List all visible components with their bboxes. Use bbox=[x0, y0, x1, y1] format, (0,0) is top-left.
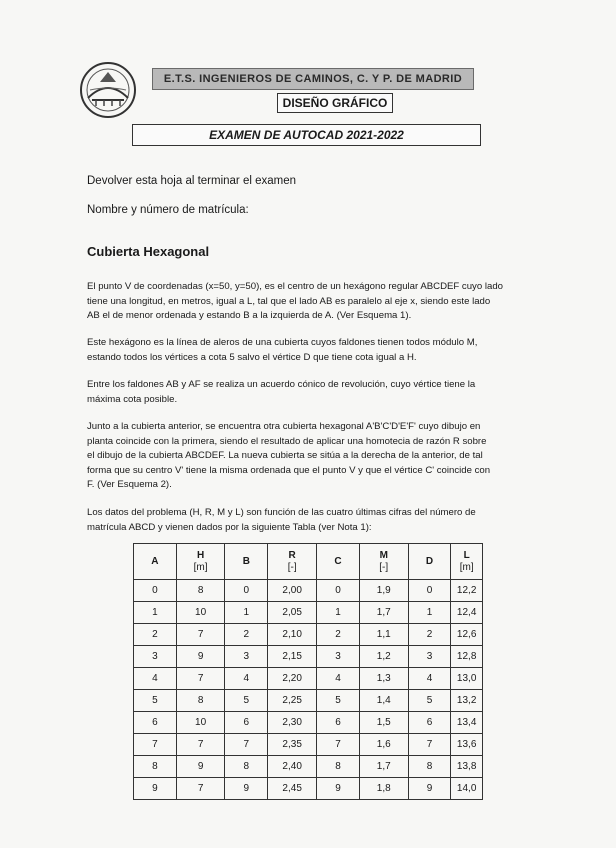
table-cell: 1 bbox=[225, 602, 268, 624]
table-cell: 9 bbox=[225, 778, 268, 800]
table-cell: 1,6 bbox=[359, 734, 408, 756]
table-cell: 1,9 bbox=[359, 580, 408, 602]
table-cell: 3 bbox=[134, 646, 177, 668]
table-cell: 3 bbox=[408, 646, 451, 668]
paragraph: Junto a la cubierta anterior, se encuentra otra cubierta hexagonal A'B'C'D'E'F' cuyo dibujo en planta coincide con la primera, siendo el resultado de aplicar una homotecia de razón R sobre el dibujo de la cubierta ABCDEF. La nueva cubierta se sitúa a la derecha de la anterior, de tal forma que su centro V' tiene la misma ordenada que el punto V y que el vértice C' coincide con F. (Ver Esquema 2). bbox=[87, 421, 491, 491]
table-cell: 2 bbox=[408, 624, 451, 646]
school-crest-logo bbox=[78, 60, 138, 120]
table-row bbox=[134, 778, 483, 800]
table-cell: 5 bbox=[408, 690, 451, 712]
table-row bbox=[134, 756, 483, 778]
table-cell: 5 bbox=[134, 690, 177, 712]
paragraph: Los datos del problema (H, R, M y L) son función de las cuatro últimas cifras del número de matrícula ABCD y vienen dados por la siguiente Tabla (ver Nota 1): bbox=[87, 507, 476, 533]
table-cell: 2,45 bbox=[268, 778, 317, 800]
table-body bbox=[134, 580, 483, 800]
table-cell: 6 bbox=[225, 712, 268, 734]
table-cell: 2 bbox=[225, 624, 268, 646]
table-cell: 0 bbox=[408, 580, 451, 602]
table-cell: 7 bbox=[225, 734, 268, 756]
table-cell: 13,6 bbox=[451, 734, 483, 756]
table-cell: 0 bbox=[225, 580, 268, 602]
table-cell: 7 bbox=[176, 778, 225, 800]
table-cell: 8 bbox=[176, 580, 225, 602]
table-cell: 9 bbox=[408, 778, 451, 800]
data-table bbox=[133, 543, 483, 800]
table-cell: 4 bbox=[317, 668, 360, 690]
table-cell: 13,2 bbox=[451, 690, 483, 712]
header-cell: A bbox=[134, 544, 177, 580]
table-cell: 2,25 bbox=[268, 690, 317, 712]
table-cell: 6 bbox=[317, 712, 360, 734]
table-cell: 10 bbox=[176, 602, 225, 624]
table-cell: 0 bbox=[134, 580, 177, 602]
table-row bbox=[134, 734, 483, 756]
table-cell: 2 bbox=[317, 624, 360, 646]
table-cell: 2,35 bbox=[268, 734, 317, 756]
table-cell: 8 bbox=[225, 756, 268, 778]
table-cell: 8 bbox=[317, 756, 360, 778]
table-row bbox=[134, 712, 483, 734]
table-cell: 12,6 bbox=[451, 624, 483, 646]
header-cell: R [-] bbox=[268, 544, 317, 580]
table-cell: 1,5 bbox=[359, 712, 408, 734]
return-sheet-instruction: Devolver esta hoja al terminar el examen bbox=[87, 175, 297, 187]
header-cell: M [-] bbox=[359, 544, 408, 580]
table-cell: 7 bbox=[176, 734, 225, 756]
table-cell: 0 bbox=[317, 580, 360, 602]
table-row bbox=[134, 602, 483, 624]
table-cell: 2,40 bbox=[268, 756, 317, 778]
table-cell: 1,8 bbox=[359, 778, 408, 800]
table-cell: 2,10 bbox=[268, 624, 317, 646]
table-cell: 2,05 bbox=[268, 602, 317, 624]
institution-banner: E.T.S. INGENIEROS DE CAMINOS, C. Y P. DE MADRID bbox=[152, 68, 474, 90]
table-row bbox=[134, 624, 483, 646]
table-cell: 3 bbox=[317, 646, 360, 668]
name-field-label: Nombre y número de matrícula: bbox=[87, 204, 249, 216]
table-cell: 9 bbox=[176, 646, 225, 668]
subject-title: DISEÑO GRÁFICO bbox=[277, 93, 393, 113]
table-cell: 2,30 bbox=[268, 712, 317, 734]
table-cell: 9 bbox=[317, 778, 360, 800]
table-cell: 5 bbox=[225, 690, 268, 712]
table-cell: 7 bbox=[134, 734, 177, 756]
table-cell: 7 bbox=[176, 624, 225, 646]
table-cell: 2,00 bbox=[268, 580, 317, 602]
paragraph: Entre los faldones AB y AF se realiza un acuerdo cónico de revolución, cuyo vértice tiene la máxima cota posible. bbox=[87, 379, 476, 405]
table-cell: 8 bbox=[134, 756, 177, 778]
table-row bbox=[134, 646, 483, 668]
table-cell: 7 bbox=[317, 734, 360, 756]
header-cell: L [m] bbox=[451, 544, 483, 580]
table-cell: 1 bbox=[317, 602, 360, 624]
table-row bbox=[134, 668, 483, 690]
header-cell: D bbox=[408, 544, 451, 580]
table-cell: 9 bbox=[176, 756, 225, 778]
section-title: Cubierta Hexagonal bbox=[87, 244, 210, 259]
table-cell: 4 bbox=[134, 668, 177, 690]
table-cell: 4 bbox=[225, 668, 268, 690]
table-cell: 5 bbox=[317, 690, 360, 712]
table-cell: 1,1 bbox=[359, 624, 408, 646]
table-cell: 1 bbox=[134, 602, 177, 624]
table-cell: 1 bbox=[408, 602, 451, 624]
table-cell: 6 bbox=[134, 712, 177, 734]
table-cell: 1,2 bbox=[359, 646, 408, 668]
paragraph: El punto V de coordenadas (x=50, y=50), es el centro de un hexágono regular ABCDEF cuyo lado tiene una longitud, en metros, igual a L, tal que el lado AB es paralelo al eje x, siendo este lado AB el de menor ordenada y estando B a la izquierda de A. (Ver Esquema 1). bbox=[87, 281, 503, 322]
header-cell: H [m] bbox=[176, 544, 225, 580]
exam-title: EXAMEN DE AUTOCAD 2021-2022 bbox=[132, 124, 481, 146]
table-cell: 1,3 bbox=[359, 668, 408, 690]
table-cell: 1,4 bbox=[359, 690, 408, 712]
table-cell: 1,7 bbox=[359, 602, 408, 624]
table-cell: 13,0 bbox=[451, 668, 483, 690]
table-header-row bbox=[134, 544, 483, 580]
table-cell: 9 bbox=[134, 778, 177, 800]
table-cell: 8 bbox=[408, 756, 451, 778]
table-cell: 8 bbox=[176, 690, 225, 712]
table-cell: 12,8 bbox=[451, 646, 483, 668]
table-cell: 13,4 bbox=[451, 712, 483, 734]
table-cell: 6 bbox=[408, 712, 451, 734]
table-row bbox=[134, 690, 483, 712]
table-cell: 4 bbox=[408, 668, 451, 690]
table-cell: 7 bbox=[176, 668, 225, 690]
header-cell: B bbox=[225, 544, 268, 580]
table-cell: 1,7 bbox=[359, 756, 408, 778]
table-cell: 2,20 bbox=[268, 668, 317, 690]
table-cell: 13,8 bbox=[451, 756, 483, 778]
table-cell: 10 bbox=[176, 712, 225, 734]
paragraph: Este hexágono es la línea de aleros de una cubierta cuyos faldones tienen todos módulo M, estando todos los vértices a cota 5 salvo el vértice D que tiene cota igual a H. bbox=[87, 337, 478, 363]
table-cell: 7 bbox=[408, 734, 451, 756]
table-cell: 14,0 bbox=[451, 778, 483, 800]
table-cell: 2,15 bbox=[268, 646, 317, 668]
table-cell: 2 bbox=[134, 624, 177, 646]
table-cell: 3 bbox=[225, 646, 268, 668]
table-cell: 12,2 bbox=[451, 580, 483, 602]
table-cell: 12,4 bbox=[451, 602, 483, 624]
header-cell: C bbox=[317, 544, 360, 580]
table-row bbox=[134, 580, 483, 602]
